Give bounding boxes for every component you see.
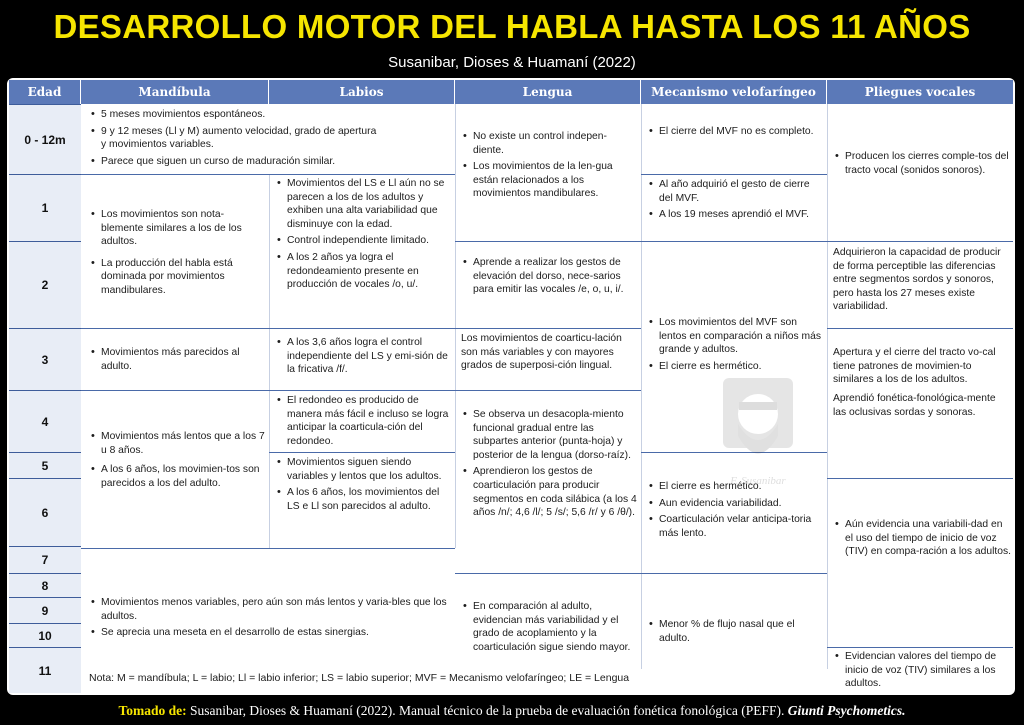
age-cell: 8 xyxy=(9,573,81,597)
list-item: • El cierre del MVF no es completo. xyxy=(647,125,823,139)
page-subtitle: Susanibar, Dioses & Huamaní (2022) xyxy=(388,54,636,71)
list-item: • A los 6 años, los movimientos del LS e Ll son parecidos al adulto. xyxy=(275,486,451,513)
header-mvf: Mecanismo velofaríngeo xyxy=(641,80,827,104)
row-divider xyxy=(641,241,827,242)
list-item: • Los movimientos de la len-gua están relacionados a los movimientos mandibulares. xyxy=(461,160,637,201)
list-item: • Los movimientos del MVF son lentos en comparación a niños más grande y adultos. xyxy=(647,316,823,357)
list-item: • Movimientos más parecidos al adulto. xyxy=(89,346,265,373)
list-item: • Control independiente limitado. xyxy=(275,234,451,248)
watermark-signature: F. Susanibar xyxy=(730,475,786,487)
row-divider xyxy=(269,452,455,453)
lengua-cell xyxy=(461,256,637,300)
list-item: • Los movimientos son nota-blemente similares a los de los adultos. xyxy=(89,208,265,249)
list-item: • Menor % de flujo nasal que el adulto. xyxy=(647,618,823,645)
mandibula-cell xyxy=(89,346,265,376)
row-divider xyxy=(827,241,1013,242)
list-item: • No existe un control indepen-diente. xyxy=(461,130,637,157)
row-divider xyxy=(455,573,827,574)
mvf-cell xyxy=(647,316,823,376)
row-divider xyxy=(455,241,641,242)
list-item: • A los 2 años ya logra el redondeamiento presente en producción de vocales /o, u/. xyxy=(275,251,451,292)
list-item: • A los 6 años, los movimien-tos son parecidos a los del adulto. xyxy=(89,463,265,490)
row-divider xyxy=(827,478,1013,479)
lengua-cell: Los movimientos de coarticu-lación son más variables y con mayores grados de superposi-ción lingual. xyxy=(461,333,622,372)
list-item: • Movimientos siguen siendo variables y lentos que los adultos. xyxy=(275,456,451,483)
citation-publisher: Giunti Psychometics. xyxy=(787,703,906,718)
pliegues-cell xyxy=(833,518,1011,562)
age-cell: 10 xyxy=(9,623,81,647)
mvf-cell xyxy=(647,618,823,648)
abbreviations-note: Nota: M = mandíbula; L = labio; Ll = labio inferior; LS = labio superior; MVF = Mecanismo velofaríngeo; LE = Lengua xyxy=(89,672,630,684)
list-item: • Aprendieron los gestos de coarticulación para producir segmentos en coda silábica (a los 4 años /n/; 4,6 /l/; 5 /s/; 5,6 /r/ y 6 /θ/). xyxy=(461,465,637,519)
list-item: • Se observa un desacopla-miento funcional gradual entre las subpartes anterior (punta-hoja) y posterior de la lengua (dorso-raíz). xyxy=(461,408,637,462)
list-item: • Evidencian valores del tiempo de inicio de voz (TIV) similares a los adultos. xyxy=(833,650,1011,691)
age-cell: 3 xyxy=(9,328,81,390)
labios-cell xyxy=(275,336,451,380)
list-item: • 9 y 12 meses (Ll y M) aumento velocidad, grado de apertura y movimientos variables. xyxy=(89,125,379,152)
row-divider xyxy=(827,647,1013,648)
speech-motor-table xyxy=(7,78,1015,695)
header-edad: Edad xyxy=(9,80,81,104)
age-cell: 6 xyxy=(9,478,81,546)
list-item: • Coarticulación velar anticipa-toria más lento. xyxy=(647,513,823,540)
lengua-cell xyxy=(461,600,637,657)
list-item: • Movimientos menos variables, pero aún son más lentos y varia-bles que los adultos. xyxy=(89,596,451,623)
row-divider xyxy=(81,548,455,549)
column-divider xyxy=(269,174,270,548)
labios-cell xyxy=(275,394,451,451)
list-item: • 5 meses movimientos espontáneos. xyxy=(89,108,451,122)
list-item: • Al año adquirió el gesto de cierre del MVF. xyxy=(647,178,823,205)
list-item: • A los 3,6 años logra el control independiente del LS y emi-sión de la fricativa /f/. xyxy=(275,336,451,377)
pliegues-cell xyxy=(833,650,1011,694)
age-cell: 1 xyxy=(9,174,81,241)
list-item: • Aun evidencia variabilidad. xyxy=(647,497,823,511)
row-divider xyxy=(827,328,1013,329)
header-lengua: Lengua xyxy=(455,80,641,104)
list-item: • En comparación al adulto, evidencian más variabilidad y el grado de acoplamiento y la coarticulación sigue siendo mayor. xyxy=(461,600,637,654)
pliegues-cell: Adquirieron la capacidad de producir de forma perceptible las diferencias entre segmentos sordos y sonoros, pero hasta los 27 meses existe variabilidad. xyxy=(833,247,1001,313)
list-item: • El cierre es hermético. xyxy=(647,480,823,494)
citation-label: Tomado de: xyxy=(118,703,187,718)
labios-cell xyxy=(275,456,451,516)
row-divider xyxy=(81,390,641,391)
pliegues-cell: Apertura y el cierre del tracto vo-cal tiene patrones de movimien-to similares a los de los adultos. xyxy=(833,347,996,386)
pliegues-cell xyxy=(833,150,1011,180)
mandibula-cell xyxy=(89,208,265,301)
list-item: • Parece que siguen un curso de maduración similar. xyxy=(89,155,451,169)
mandibula-cell xyxy=(89,108,451,171)
list-item: • El cierre es hermético. xyxy=(647,360,823,374)
age-cell: 7 xyxy=(9,546,81,573)
row-divider xyxy=(641,174,827,175)
citation-text: Susanibar, Dioses & Huamaní (2022). Manual técnico de la prueba de evaluación fonética fonológica (PEFF). xyxy=(186,703,788,718)
list-item: • Movimientos del LS e Ll aún no se parecen a los de los adultos y exhiben una alta variabilidad que disminuye con la edad. xyxy=(275,177,451,231)
list-item: • El redondeo es producido de manera más fácil e incluso se logra anticipar la coarticula-ción del redondeo. xyxy=(275,394,451,448)
lengua-cell xyxy=(461,130,637,204)
list-item: • Se aprecia una meseta en el desarrollo de estas sinergias. xyxy=(89,626,451,640)
list-item: • Movimientos más lentos que a los 7 u 8 años. xyxy=(89,430,265,457)
header-pliegues: Pliegues vocales xyxy=(827,80,1013,104)
column-divider xyxy=(827,104,828,669)
mandibula-cell xyxy=(89,596,451,643)
column-divider xyxy=(455,104,456,548)
list-item: • Aún evidencia una variabili-dad en el uso del tiempo de inicio de voz (TIV) en compa-ración a los adultos. xyxy=(833,518,1011,559)
pliegues-cell: Aprendió fonética-fonológica-mente las oclusivas sordas y sonoras. xyxy=(833,393,996,418)
mvf-cell xyxy=(647,178,823,225)
labios-cell xyxy=(275,177,451,295)
row-divider xyxy=(81,328,641,329)
age-cell: 0 - 12m xyxy=(9,104,81,174)
column-divider xyxy=(641,104,642,669)
page-title: DESARROLLO MOTOR DEL HABLA HASTA LOS 11 AÑOS xyxy=(53,8,971,45)
watermark-logo xyxy=(703,376,813,494)
age-cell: 9 xyxy=(9,597,81,623)
list-item: • Aprende a realizar los gestos de elevación del dorso, nece-sarios para emitir las vocales /e, o, u, i/. xyxy=(461,256,637,297)
age-cell: 4 xyxy=(9,390,81,452)
row-divider xyxy=(81,174,455,175)
list-item: • Producen los cierres comple-tos del tracto vocal (sonidos sonoros). xyxy=(833,150,1011,177)
header-mandibula: Mandíbula xyxy=(81,80,269,104)
mvf-cell xyxy=(647,125,823,142)
lengua-cell xyxy=(461,408,637,523)
age-cell: 5 xyxy=(9,452,81,478)
list-item: • La producción del habla está dominada por movimientos mandibulares. xyxy=(89,257,265,298)
age-cell: 2 xyxy=(9,241,81,328)
list-item: • A los 19 meses aprendió el MVF. xyxy=(647,208,823,222)
source-citation xyxy=(0,703,1024,719)
header-labios: Labios xyxy=(269,80,455,104)
age-cell: 11 xyxy=(9,647,81,693)
mandibula-cell xyxy=(89,430,265,493)
